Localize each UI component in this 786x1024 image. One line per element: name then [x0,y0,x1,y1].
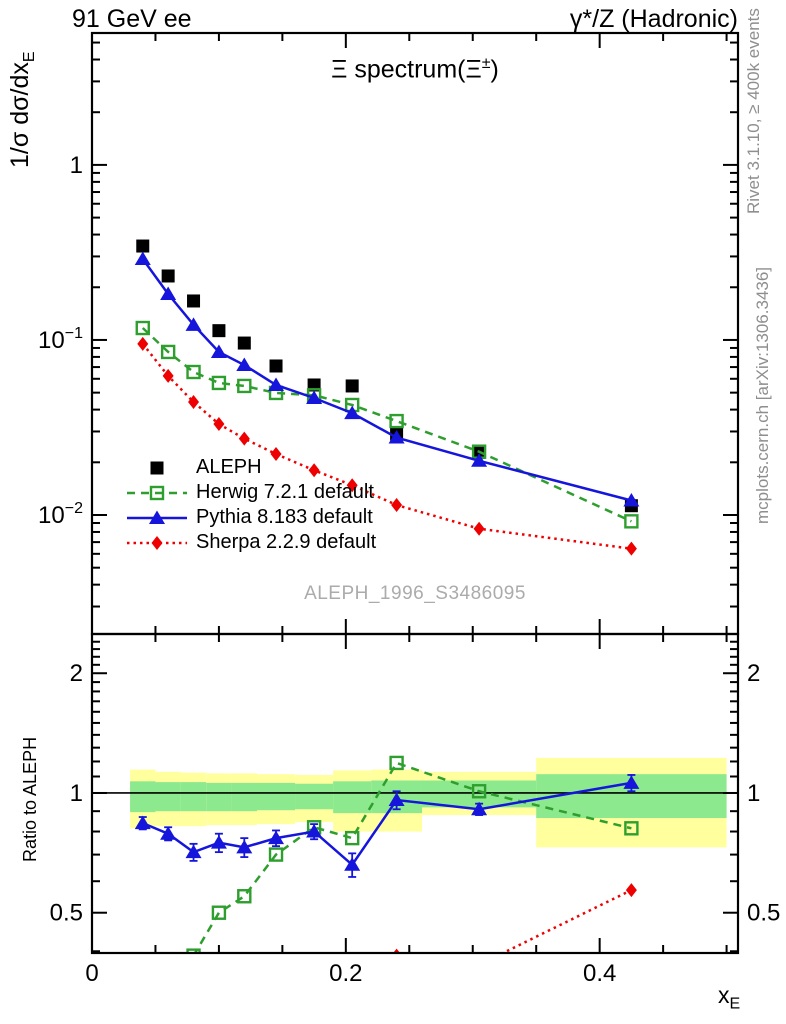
legend-label: Sherpa 2.2.9 default [196,531,377,553]
rivet-version-note: Rivet 3.1.10, ≥ 400k events [744,8,763,214]
plot-title-close: ) [490,55,499,84]
ratio-y-tick-label: 0.5 [49,899,83,927]
green-band-bin [295,784,333,810]
legend-marker-square [127,458,187,478]
green-band-bin [232,783,257,811]
ratio-y-tick-label: 2 [69,660,83,688]
legend-marker-diamond [127,533,187,553]
x-axis-title [718,982,740,1014]
legend-marker-triangle [127,508,187,528]
legend-marker-square-open [127,483,187,503]
legend [127,455,376,555]
analysis-id-watermark: ALEPH_1996_S3486095 [304,583,526,604]
green-band-bin [130,781,155,812]
plot-title-text: Ξ spectrum(Ξ [331,55,482,84]
legend-item-sherpa [127,530,376,555]
green-band-bin [333,781,371,813]
main-y-tick-label: 1 [69,151,83,179]
x-axis-title-sub: E [729,995,741,1013]
ratio-y-tick-label-right: 0.5 [747,899,781,927]
legend-label: ALEPH [196,456,262,478]
legend-label: Herwig 7.2.1 default [196,481,374,503]
main-y-axis-title-text: 1/σ dσ/dx [6,62,34,168]
ratio-y-tick-label: 1 [69,779,83,807]
plot-title-superscript: ± [481,55,491,72]
main-y-tick-label: $10^{-1}$ [38,324,83,354]
legend-item-herwig [127,480,376,505]
ratio-y-axis-title: Ratio to ALEPH [20,736,40,862]
ratio-y-tick-label-right: 2 [747,660,761,688]
x-tick-label: 0.2 [329,960,363,987]
main-y-axis-title [6,51,39,168]
ratio-y-tick-label-right: 1 [747,779,761,807]
green-band-bin [257,783,295,810]
main-y-tick-label: $10^{-2}$ [38,499,83,529]
beam-energy-label: 91 GeV ee [72,5,192,33]
legend-label: Pythia 8.183 default [196,506,373,528]
legend-item-aleph [127,455,376,480]
x-axis-title-text: x [718,982,730,1008]
plot-title [92,55,738,84]
x-tick-label: 0.4 [582,960,617,987]
green-band-bin [206,783,231,811]
green-band-bin [155,782,180,811]
process-label: γ*/Z (Hadronic) [569,5,738,33]
legend-item-pythia [127,505,376,530]
x-tick-label: 0 [85,960,99,987]
green-band-bin [181,782,206,811]
main-y-axis-title-sub: E [21,51,38,63]
mcplots-attribution-note: mcplots.cern.ch [arXiv:1306.3436] [753,266,772,524]
